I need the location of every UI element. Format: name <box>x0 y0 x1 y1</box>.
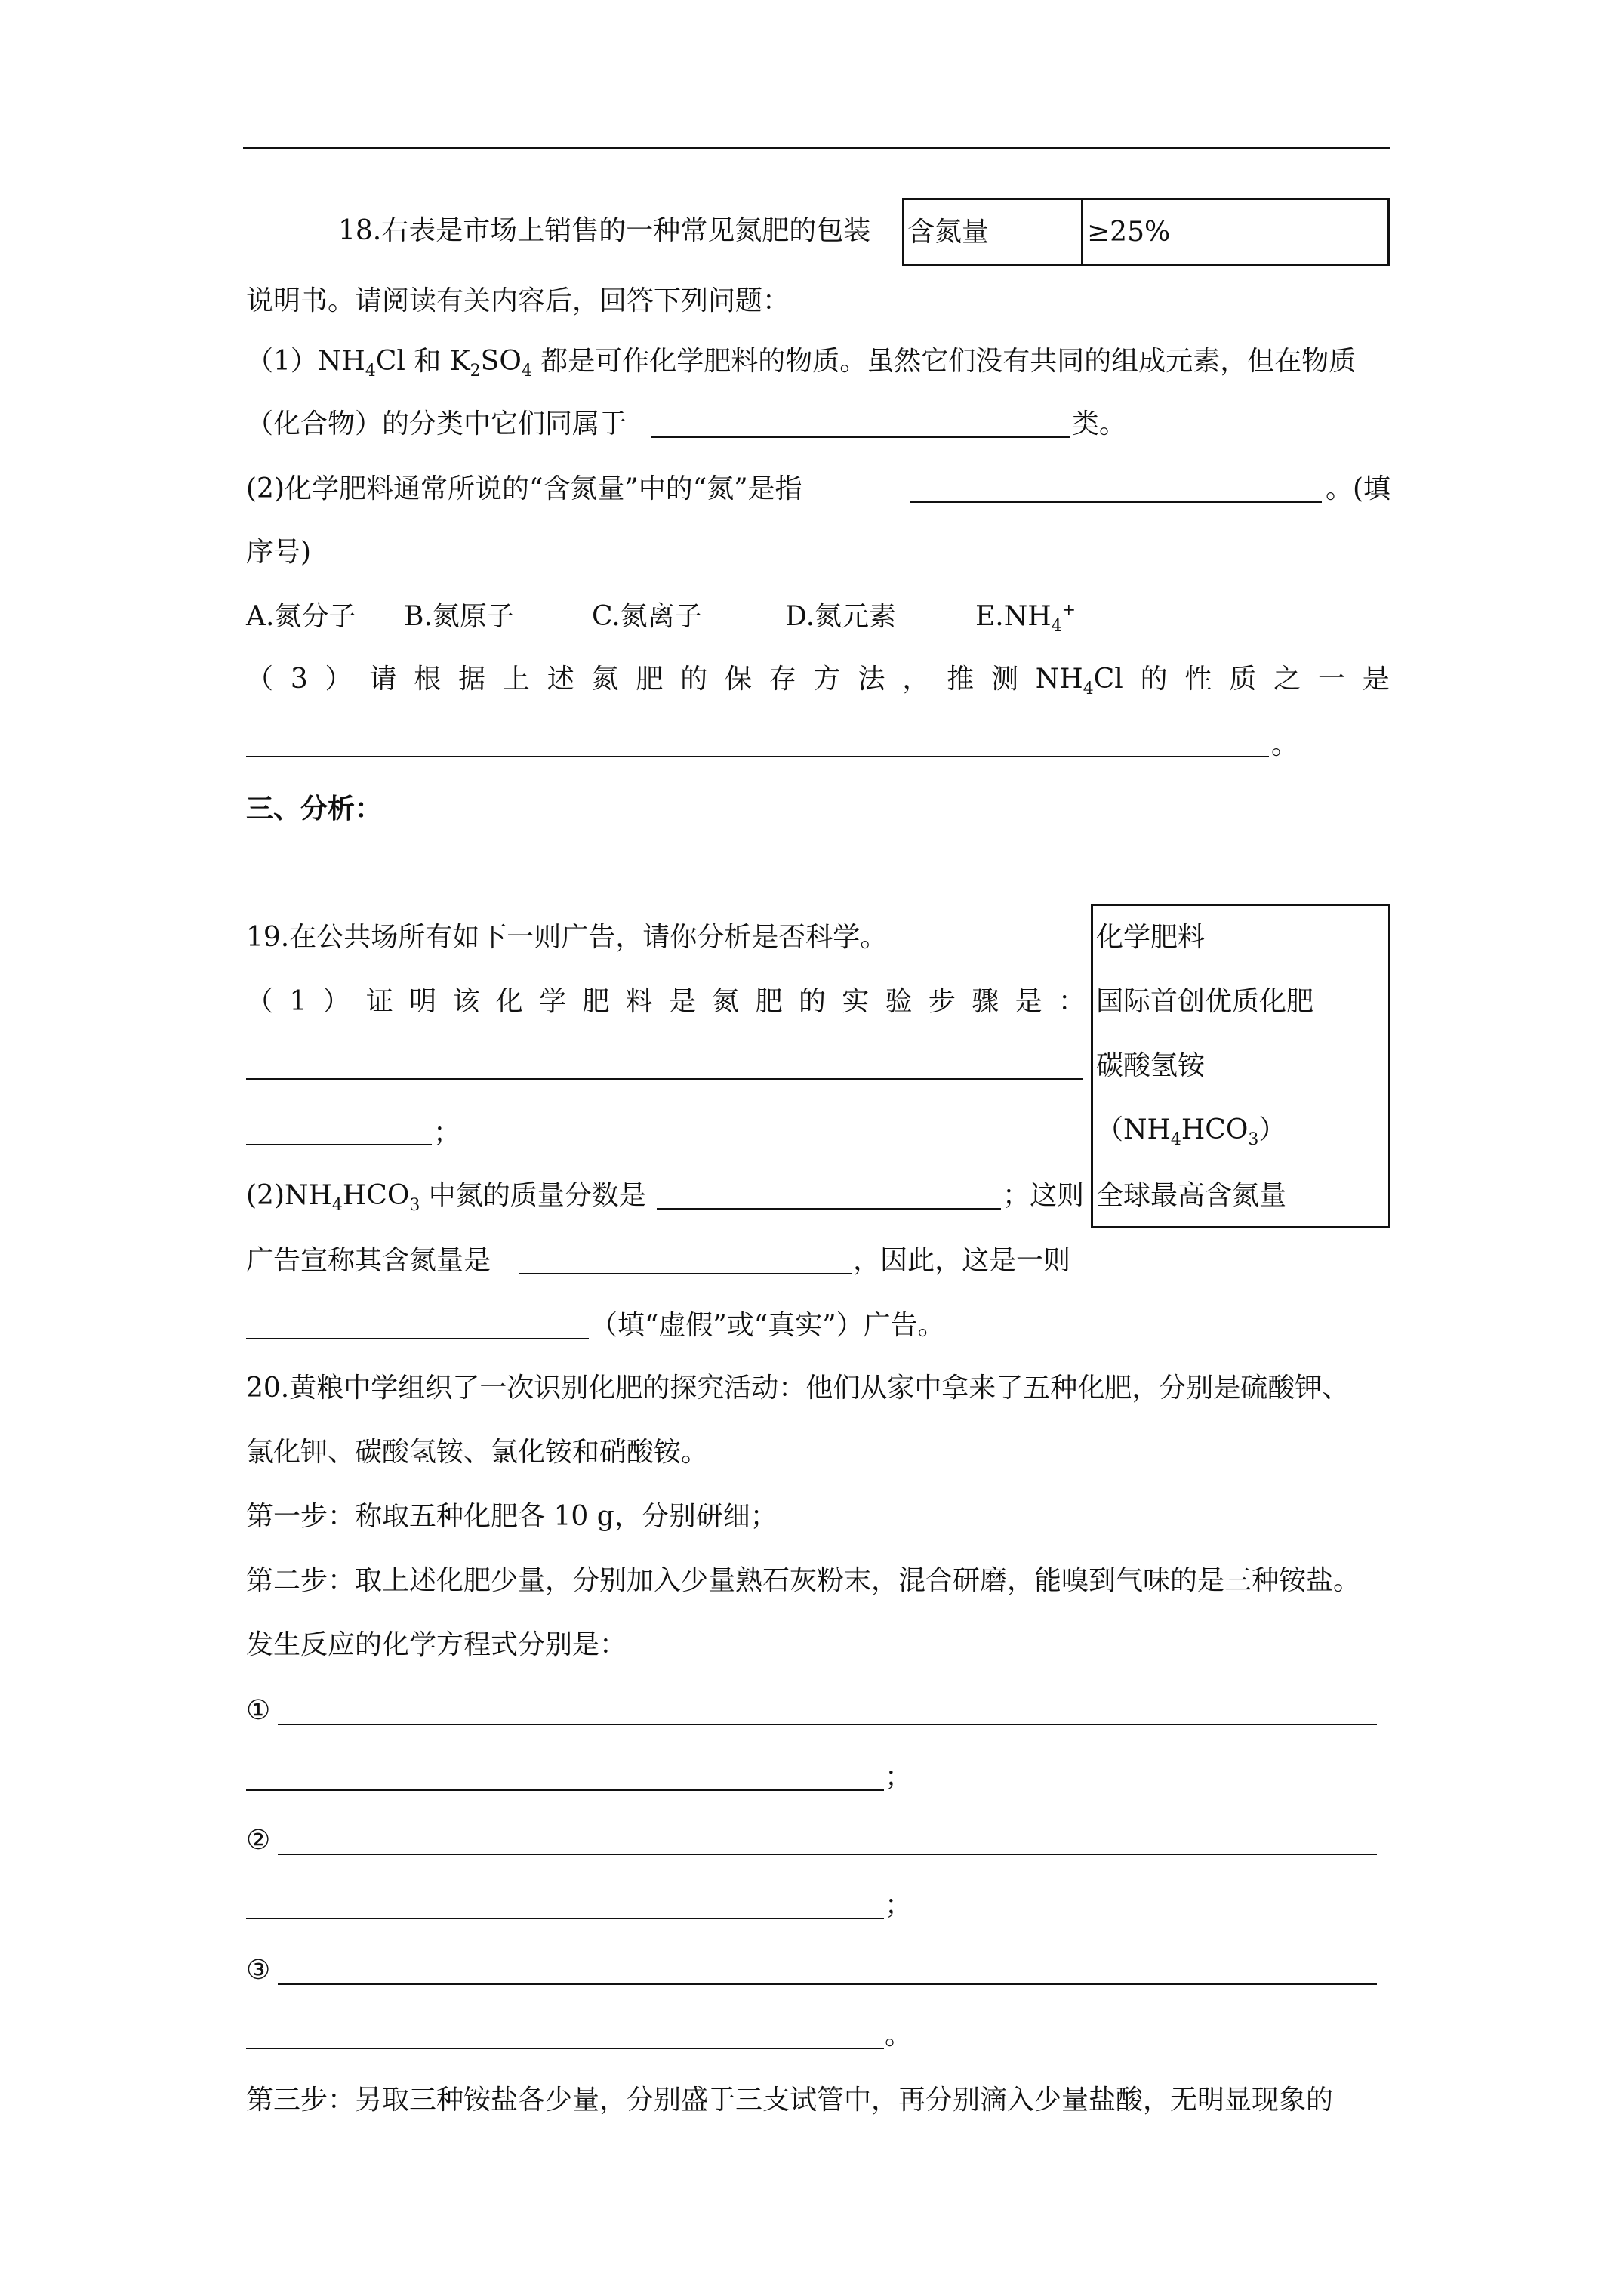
q18-part2-line1-end: 。(填 <box>1326 473 1391 504</box>
q18-option-a: A.氮分子 <box>246 601 356 632</box>
q20-equation2-end: ； <box>885 1890 913 1921</box>
q19-part3-line: 广告宣称其含氮量是 <box>246 1245 491 1276</box>
q18-part3-answer-blank[interactable] <box>246 756 1269 757</box>
q19-intro: 19.在公共场所有如下一则广告，请你分析是否科学。 <box>246 922 888 953</box>
q20-equation3-end: 。 <box>885 2020 913 2051</box>
q20-equation3-mark: ③ <box>246 1955 271 1986</box>
q19-part3-end: ，因此，这是一则 <box>853 1245 1071 1276</box>
q19-ad-line1: 化学肥料 <box>1096 922 1206 953</box>
q18-table-label: 含氮量 <box>907 217 990 248</box>
section-title-analysis: 三、分析： <box>246 794 383 824</box>
q20-equation1-end: ； <box>885 1761 913 1792</box>
q20-equation2-blank-1[interactable] <box>278 1854 1377 1855</box>
q20-step2-line2: 发生反应的化学方程式分别是： <box>246 1629 627 1660</box>
q20-equation3-blank-1[interactable] <box>278 1983 1377 1985</box>
q20-equation2-mark: ② <box>246 1825 271 1856</box>
q20-step3: 第三步：另取三种铵盐各少量，分别盛于三支试管中，再分别滴入少量盐酸，无明显现象的 <box>246 2085 1334 2116</box>
q20-equation1-mark: ① <box>246 1695 271 1726</box>
q18-part2-line2: 序号) <box>246 537 312 568</box>
q19-part2-end: ；这则 <box>1002 1180 1085 1211</box>
q19-part1-end: ； <box>433 1117 461 1148</box>
q19-part1-line1: （ 1 ） 证 明 该 化 学 肥 料 是 氮 肥 的 实 验 步 骤 是 ： <box>246 986 1086 1017</box>
q19-part1-answer-blank-1[interactable] <box>246 1078 1083 1080</box>
q18-part2-line1: (2)化学肥料通常所说的“含氮量”中的“氮”是指 <box>246 473 802 504</box>
q19-part2-answer-blank[interactable] <box>657 1208 1001 1210</box>
q19-part4-end: （填“虚假”或“真实”）广告。 <box>590 1310 945 1341</box>
q19-part3-answer-blank[interactable] <box>519 1273 852 1274</box>
q18-intro-line1: 18.右表是市场上销售的一种常见氮肥的包装 <box>338 215 871 246</box>
q18-part1-line1: $(1)NH_4Cl$ 和 $K_2SO_4$ 都是可作化学肥料的物质。虽然它们没有共同的组成元素，但在物质 <box>246 346 1357 381</box>
q20-equation2-blank-2[interactable] <box>246 1918 884 1919</box>
q20-equation1-blank-2[interactable] <box>246 1789 884 1791</box>
q18-option-c: C.氮离子 <box>592 601 702 632</box>
q19-ad-line4: 全球最高含氮量 <box>1096 1180 1287 1211</box>
q18-part3-line1: （ 3 ） 请 根 据 上 述 氮 肥 的 保 存 方 法 ， 推 测 $NH_4Cl$ 的 性 质 之 一 是 <box>246 664 1390 699</box>
q19-ad-line3: 碳酸氢铵 <box>1096 1050 1206 1081</box>
q20-step1: 第一步：称取五种化肥各 10 g，分别研细； <box>246 1501 778 1532</box>
q20-equation3-blank-2[interactable] <box>246 2048 884 2049</box>
q18-part1-line2-end: 类。 <box>1072 408 1127 439</box>
q20-intro-line1: 20.黄粮中学组织了一次识别化肥的探究活动：他们从家中拿来了五种化肥，分别是硫酸钾、 <box>246 1373 1350 1404</box>
q20-equation1-blank-1[interactable] <box>278 1724 1377 1725</box>
q18-part2-answer-blank[interactable] <box>910 501 1322 503</box>
q18-part3-end: 。 <box>1271 729 1299 760</box>
q18-table-value: ≥25% <box>1087 217 1171 248</box>
q19-part2-line: $(2)NH_4HCO_3$ 中氮的质量分数是 <box>246 1180 646 1216</box>
q19-ad-line2: 国际首创优质化肥 <box>1096 986 1314 1017</box>
q20-intro-line2: 氯化钾、碳酸氢铵、氯化铵和硝酸铵。 <box>246 1437 709 1468</box>
q19-part1-answer-blank-2[interactable] <box>246 1144 432 1145</box>
q18-option-e: $E.NH_4^+$ <box>975 601 1076 636</box>
header-rule <box>243 147 1390 149</box>
q18-option-d: D.氮元素 <box>785 601 897 632</box>
q18-part1-answer-blank[interactable] <box>651 436 1070 438</box>
q18-intro-line2: 说明书。请阅读有关内容后，回答下列问题： <box>246 285 790 316</box>
q19-ad-formula: $(NH_4HCO_3)$ <box>1096 1114 1286 1150</box>
q19-part4-answer-blank[interactable] <box>246 1338 589 1339</box>
q20-step2-line1: 第二步：取上述化肥少量，分别加入少量熟石灰粉末，混合研磨，能嗅到气味的是三种铵盐。 <box>246 1565 1361 1596</box>
q18-option-b: B.氮原子 <box>404 601 514 632</box>
q18-table-divider <box>1081 198 1083 266</box>
q18-part1-line2: （化合物）的分类中它们同属于 <box>246 408 627 439</box>
